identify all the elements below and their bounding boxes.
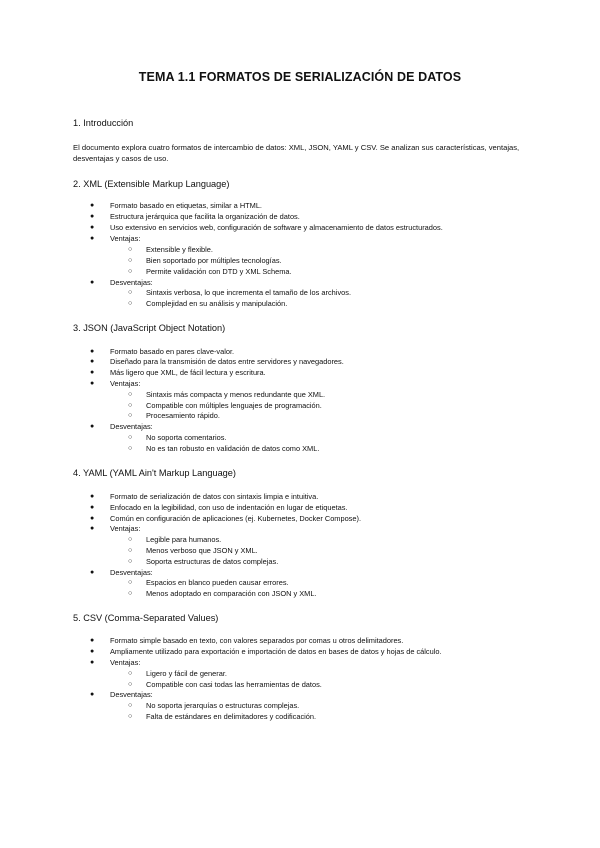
circle-bullet-icon: ○ [128,579,133,586]
circle-bullet-icon: ○ [128,300,133,307]
desventajas-label: Desventajas: [110,690,153,699]
section-heading-json: 3. JSON (JavaScript Object Notation) [73,323,226,333]
list-item: Sintaxis más compacta y menos redundante que XML. [146,390,326,399]
list-item: Formato basado en pares clave-valor. [110,347,235,356]
bullet-icon: ● [90,515,95,522]
circle-bullet-icon: ○ [128,590,133,597]
list-item: Diseñado para la transmisión de datos entre servidores y navegadores. [110,357,344,366]
bullet-icon: ● [90,423,95,430]
list-item: Extensible y flexible. [146,245,213,254]
list-item: Compatible con casi todas las herramientas de datos. [146,680,322,689]
intro-paragraph: El documento explora cuatro formatos de intercambio de datos: XML, JSON, YAML y CSV. Se analizan sus características, ventajas, desventajas y casos de uso. [73,143,520,163]
bullet-icon: ● [90,525,95,532]
ventajas-label: Ventajas: [110,379,141,388]
list-item: Compatible con múltiples lenguajes de programación. [146,401,322,410]
bullet-icon: ● [90,279,95,286]
desventajas-label: Desventajas: [110,568,153,577]
list-item: Sintaxis verbosa, lo que incrementa el tamaño de los archivos. [146,288,351,297]
ventajas-label: Ventajas: [110,524,141,533]
list-item: Común en configuración de aplicaciones (ej. Kubernetes, Docker Compose). [110,514,362,523]
circle-bullet-icon: ○ [128,536,133,543]
circle-bullet-icon: ○ [128,268,133,275]
list-item: Procesamiento rápido. [146,411,220,420]
desventajas-label: Desventajas: [110,422,153,431]
circle-bullet-icon: ○ [128,402,133,409]
circle-bullet-icon: ○ [128,246,133,253]
circle-bullet-icon: ○ [128,713,133,720]
ventajas-label: Ventajas: [110,234,141,243]
list-item: Enfocado en la legibilidad, con uso de indentación en lugar de etiquetas. [110,503,348,512]
circle-bullet-icon: ○ [128,558,133,565]
list-item: Uso extensivo en servicios web, configuración de software y almacenamiento de datos estructurados. [110,223,443,232]
section-heading-introduccion: 1. Introducción [73,118,134,128]
list-item: Formato basado en etiquetas, similar a HTML. [110,201,262,210]
bullet-icon: ● [90,224,95,231]
bullet-icon: ● [90,504,95,511]
section-heading-yaml: 4. YAML (YAML Ain't Markup Language) [73,468,236,478]
bullet-icon: ● [90,493,95,500]
desventajas-label: Desventajas: [110,278,153,287]
list-item: No es tan robusto en validación de datos como XML. [146,444,320,453]
list-item: Permite validación con DTD y XML Schema. [146,267,292,276]
bullet-icon: ● [90,348,95,355]
page-title: TEMA 1.1 FORMATOS DE SERIALIZACIÓN DE DATOS [138,70,462,84]
bullet-icon: ● [90,637,95,644]
list-item: Menos verboso que JSON y XML. [146,546,258,555]
section-heading-xml: 2. XML (Extensible Markup Language) [73,179,230,189]
section-heading-csv: 5. CSV (Comma-Separated Values) [73,613,219,623]
bullet-icon: ● [90,659,95,666]
circle-bullet-icon: ○ [128,702,133,709]
circle-bullet-icon: ○ [128,289,133,296]
bullet-icon: ● [90,648,95,655]
bullet-icon: ● [90,569,95,576]
list-item: Más ligero que XML, de fácil lectura y escritura. [110,368,266,377]
list-item: No soporta comentarios. [146,433,227,442]
circle-bullet-icon: ○ [128,391,133,398]
bullet-icon: ● [90,213,95,220]
list-item: Formato simple basado en texto, con valores separados por comas u otros delimitadores. [110,636,404,645]
list-item: Soporta estructuras de datos complejas. [146,557,279,566]
circle-bullet-icon: ○ [128,412,133,419]
ventajas-label: Ventajas: [110,658,141,667]
bullet-icon: ● [90,380,95,387]
list-item: No soporta jerarquías o estructuras complejas. [146,701,300,710]
circle-bullet-icon: ○ [128,257,133,264]
bullet-icon: ● [90,235,95,242]
circle-bullet-icon: ○ [128,670,133,677]
list-item: Espacios en blanco pueden causar errores. [146,578,289,587]
list-item: Legible para humanos. [146,535,222,544]
bullet-icon: ● [90,358,95,365]
list-item: Ampliamente utilizado para exportación e importación de datos en bases de datos y hojas de cálculo. [110,647,442,656]
list-item: Formato de serialización de datos con sintaxis limpia e intuitiva. [110,492,319,501]
list-item: Estructura jerárquica que facilita la organización de datos. [110,212,300,221]
list-item: Menos adoptado en comparación con JSON y XML. [146,589,317,598]
circle-bullet-icon: ○ [128,681,133,688]
bullet-icon: ● [90,691,95,698]
circle-bullet-icon: ○ [128,445,133,452]
bullet-icon: ● [90,369,95,376]
list-item: Complejidad en su análisis y manipulación. [146,299,288,308]
list-item: Falta de estándares en delimitadores y codificación. [146,712,317,721]
circle-bullet-icon: ○ [128,434,133,441]
circle-bullet-icon: ○ [128,547,133,554]
list-item: Bien soportado por múltiples tecnologías. [146,256,282,265]
bullet-icon: ● [90,202,95,209]
list-item: Ligero y fácil de generar. [146,669,227,678]
